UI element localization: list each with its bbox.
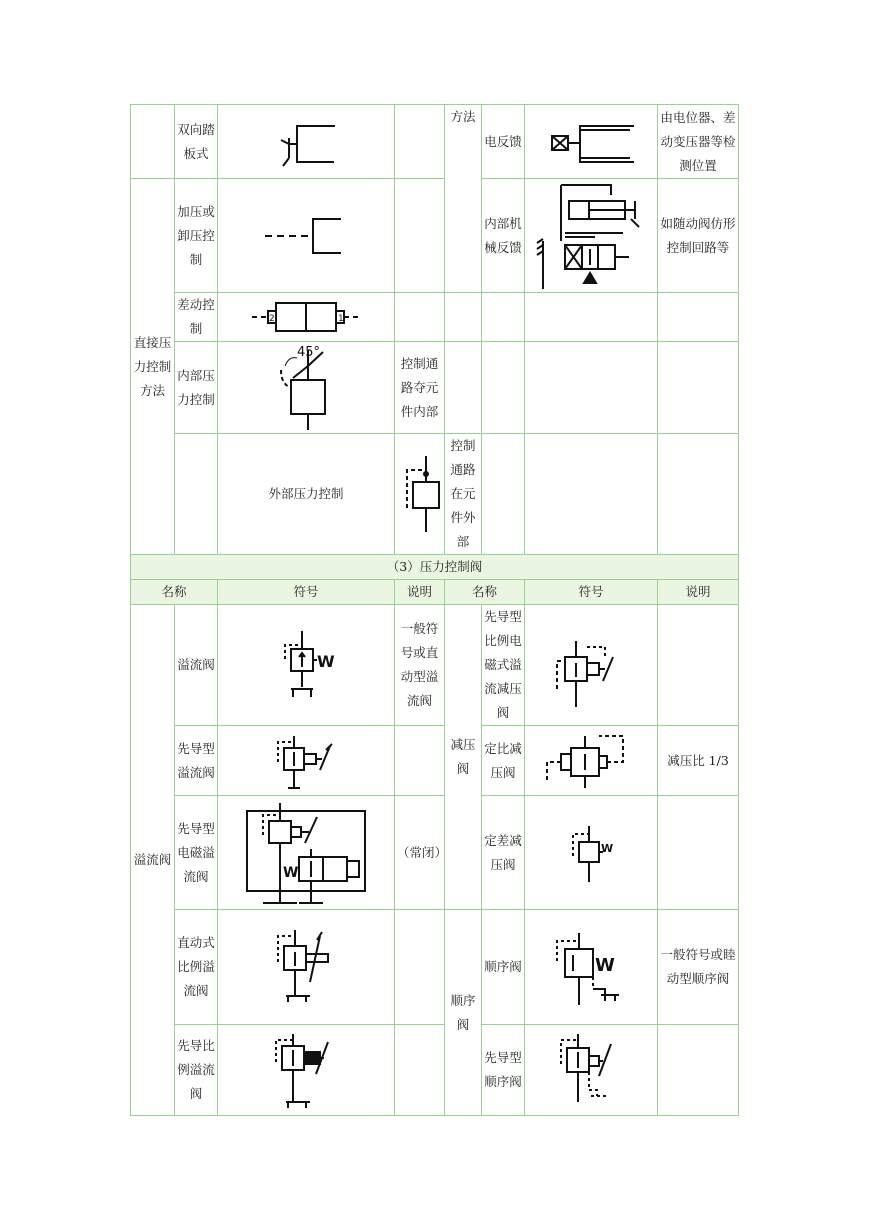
relief-valve-symbol <box>271 625 341 705</box>
row-name: 差动控制 <box>175 293 218 342</box>
row-name: 先导型溢流阀 <box>175 726 218 796</box>
note-cell: （常闭） <box>395 796 445 910</box>
note-cell <box>395 105 445 179</box>
note-cell <box>395 1025 445 1116</box>
pilot-proportional-relief-symbol <box>266 1030 346 1110</box>
reducing-group-label: 减压阀 <box>445 605 482 910</box>
pilot-sequence-symbol <box>551 1030 631 1110</box>
symbol-cell <box>525 605 658 726</box>
row-name: 顺序阀 <box>482 910 525 1025</box>
blank-cell <box>658 342 739 434</box>
pressure-load-symbol <box>261 211 351 261</box>
fixed-ratio-reducing-symbol <box>543 730 639 792</box>
direct-proportional-relief-symbol <box>266 922 346 1012</box>
blank-cell <box>525 342 658 434</box>
internal-pressure-symbol <box>271 344 341 432</box>
blank-cell <box>482 434 525 555</box>
method-tail: 方法 <box>445 105 482 293</box>
note-cell: 控制通路夺元件内部 <box>395 342 445 434</box>
pilot-relief-symbol <box>266 732 346 790</box>
differential-symbol <box>250 299 362 335</box>
header-symbol: 符号 <box>218 580 395 605</box>
symbol-table <box>130 104 739 1116</box>
pedal-symbol <box>271 114 341 170</box>
note-cell <box>395 179 445 293</box>
row-name: 内部压力控制 <box>175 342 218 434</box>
spring-letter: W <box>317 652 335 671</box>
symbol-cell <box>525 726 658 796</box>
blank-cell <box>445 342 482 434</box>
row-name: 双向踏板式 <box>175 105 218 179</box>
symbol-cell <box>218 910 395 1025</box>
diff-label-1: 1 <box>338 314 344 324</box>
w-letter <box>527 291 528 292</box>
pilot-proportional-reducing-symbol <box>551 617 631 713</box>
sequence-valve-symbol <box>543 925 639 1009</box>
header-name: 名称 <box>131 580 218 605</box>
row-name: 先导型比例电磁式溢流减压阀 <box>482 605 525 726</box>
note-cell: 一般符号或直动型溢流阀 <box>395 605 445 726</box>
symbol-cell <box>525 796 658 910</box>
pilot-solenoid-relief-symbol <box>243 799 369 907</box>
symbol-cell <box>218 179 395 293</box>
note-cell: 由电位器、差动变压器等检测位置 <box>658 105 739 179</box>
blank-cell <box>445 293 482 342</box>
blank-cell <box>482 342 525 434</box>
row-name: 电反馈 <box>482 105 525 179</box>
note-cell: 控制通路在元件外部 <box>445 434 482 555</box>
spring-letter: W <box>601 841 614 855</box>
spring-letter: W <box>595 955 615 976</box>
sequence-group-label: 顺序阀 <box>445 910 482 1116</box>
note-cell: 如随动阀仿形控制回路等 <box>658 179 739 293</box>
blank-cell <box>175 434 218 555</box>
row-name: 加压或卸压控制 <box>175 179 218 293</box>
symbol-cell <box>218 1025 395 1116</box>
note-cell <box>658 796 739 910</box>
row-name: 先导比例溢流阀 <box>175 1025 218 1116</box>
blank-cell <box>131 105 175 179</box>
symbol-cell <box>525 105 658 179</box>
note-cell <box>395 293 445 342</box>
mechanical-feedback-symbol <box>535 181 647 291</box>
symbol-cell <box>218 726 395 796</box>
row-name: 内部机械反馈 <box>482 179 525 293</box>
symbol-cell <box>525 910 658 1025</box>
symbol-cell <box>218 342 395 434</box>
blank-cell <box>525 293 658 342</box>
relief-group-label: 溢流阀 <box>131 605 175 1116</box>
blank-cell <box>482 293 525 342</box>
note-cell <box>395 910 445 1025</box>
direct-group-label: 直接压力控制方法 <box>131 179 175 555</box>
angle-label: 45° <box>297 344 321 360</box>
note-cell <box>658 605 739 726</box>
electric-feedback-symbol <box>546 114 636 170</box>
note-cell: 一般符号或睦动型顺序阀 <box>658 910 739 1025</box>
row-name: 溢流阀 <box>175 605 218 726</box>
blank-cell <box>658 434 739 555</box>
symbol-cell <box>395 434 445 555</box>
note-cell: 减压比 1/3 <box>658 726 739 796</box>
section-title: （3）压力控制阀 <box>131 555 739 580</box>
note-cell <box>658 1025 739 1116</box>
blank-cell <box>525 434 658 555</box>
row-name: 定差减压阀 <box>482 796 525 910</box>
row-name: 外部压力控制 <box>218 434 395 555</box>
symbol-cell <box>525 1025 658 1116</box>
symbol-cell <box>218 605 395 726</box>
header-note: 说明 <box>658 580 739 605</box>
note-cell <box>395 726 445 796</box>
header-note: 说明 <box>395 580 445 605</box>
header-name: 名称 <box>445 580 525 605</box>
row-name: 定比减压阀 <box>482 726 525 796</box>
diff-label-2: 2 <box>269 314 275 324</box>
blank-cell <box>658 293 739 342</box>
symbol-cell <box>218 796 395 910</box>
symbol-cell <box>218 105 395 179</box>
fixed-difference-reducing-symbol <box>561 818 621 888</box>
symbol-cell <box>525 179 658 293</box>
symbol-cell <box>218 293 395 342</box>
row-name: 直动式比例溢流阀 <box>175 910 218 1025</box>
spring-letter: W <box>283 864 299 881</box>
header-symbol: 符号 <box>525 580 658 605</box>
row-name: 先导型顺序阀 <box>482 1025 525 1116</box>
row-name: 先导型电磁溢流阀 <box>175 796 218 910</box>
